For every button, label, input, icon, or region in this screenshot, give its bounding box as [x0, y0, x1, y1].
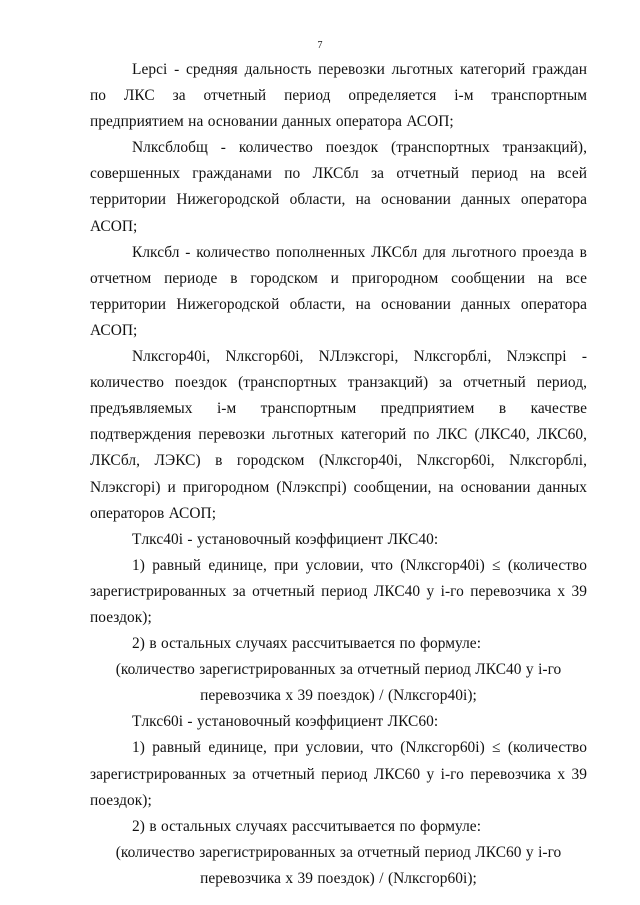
page-body	[90, 57, 587, 892]
paragraph-tlks60-condition-2: 2) в остальных случаях рассчитывается по формуле:	[132, 817, 482, 835]
paragraph-tlks40-condition-1: 1) равный единице, при условии, что (Nлксгор40i) ≤ (количество зарегистрированных за отчетный период ЛКС40 у i-го перевозчика х 39 поездок);	[90, 556, 587, 626]
paragraph-tlks40-condition-2: 2) в остальных случаях рассчитывается по формуле:	[132, 635, 482, 653]
paragraph-tlks60-condition-1: 1) равный единице, при условии, что (Nлксгор60i) ≤ (количество зарегистрированных за отчетный период ЛКС60 у i-го перевозчика х 39 поездок);	[90, 739, 587, 809]
paragraph-lepci-definition: Lepci - средняя дальность перевозки льготных категорий граждан по ЛКС за отчетный период определяется i-м транспортным предприятием на основании данных оператора АСОП;	[90, 61, 587, 131]
formula-tlks40: (количество зарегистрированных за отчетный период ЛКС40 у i-го перевозчика х 39 поездок) / (Nлксгор40i);	[115, 661, 562, 705]
paragraph-nlksblobsch-definition: Nлксблобщ - количество поездок (транспортных транзакций), совершенных гражданами по ЛКСбл за отчетный период на всей территории Нижегородской области, на основании данных оператора АСОП;	[90, 139, 587, 235]
paragraph-trip-counts-definition: Nлксгор40i, Nлксгор60i, NЛлэксгорi, Nлксгорблi, Nлэкспрi - количество поездок (транспортных транзакций) за отчетный период, предъявляемых i-м транспортным предприятием в качестве подтверждения перевозки льготных категорий по ЛКС (ЛКС40, ЛКС60, ЛКСбл, ЛЭКС) в городском (Nлксгор40i, Nлксгор60i, Nлксгорблi, Nлэксгорi) и пригородном (Nлэкспрi) сообщении, на основании данных операторов АСОП;	[90, 348, 587, 522]
paragraph-klksbl-definition: Клксбл - количество пополненных ЛКСбл для льготного проезда в отчетном периоде в городском и пригородном сообщении на все территории Нижегородской области, на основании данных оператора АСОП;	[90, 243, 587, 339]
formula-tlks60: (количество зарегистрированных за отчетный период ЛКС60 у i-го перевозчика х 39 поездок) / (Nлксгор60i);	[115, 843, 562, 887]
paragraph-tlks40-heading: Tлкс40i - установочный коэффициент ЛКС40:	[132, 530, 439, 548]
page-number: 7	[317, 40, 323, 51]
paragraph-tlks60-heading: Tлкс60i - установочный коэффициент ЛКС60:	[132, 713, 439, 731]
